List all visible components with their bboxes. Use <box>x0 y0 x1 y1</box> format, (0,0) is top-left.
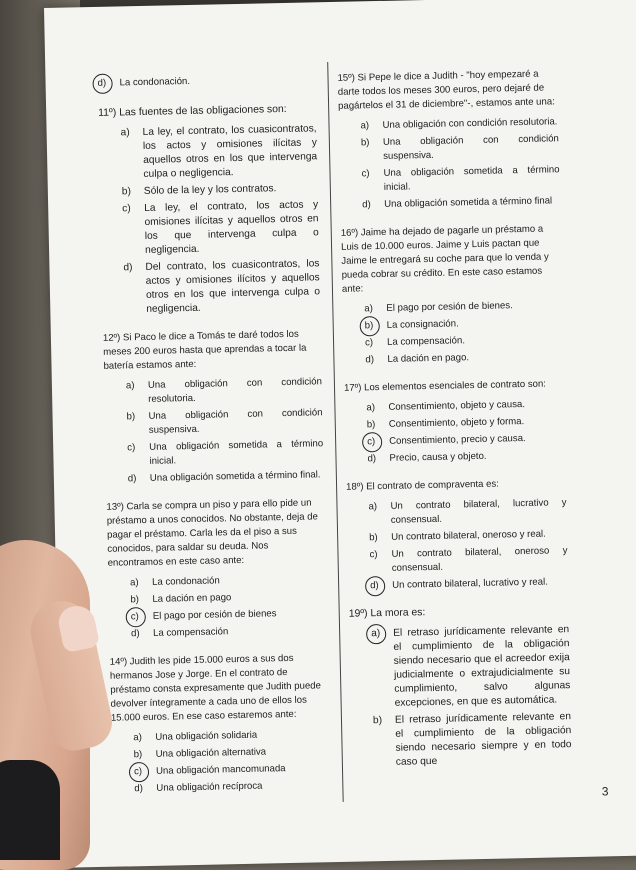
question <box>344 377 566 467</box>
exam-sheet <box>44 0 636 868</box>
page-number: 3 <box>601 784 609 799</box>
option-text: La compensación. <box>386 335 466 348</box>
option-letter: b) <box>366 419 376 431</box>
option-text: La compensación <box>153 626 229 639</box>
answer-option <box>346 496 567 529</box>
answer-option <box>100 198 319 259</box>
option-letter: d) <box>365 354 375 366</box>
answer-option <box>339 132 560 165</box>
answer-option <box>101 257 320 318</box>
question-body: El contrato de compraventa es: <box>366 478 500 493</box>
option-text: Una obligación sometida a término inicial. <box>149 438 324 467</box>
right-questions <box>337 67 572 770</box>
option-text: Del contrato, los cuasicontratos, los actos y omisiones ilícitos y aquellos otros en los que intervenga culpa o negligencia. <box>145 258 321 315</box>
answer-option <box>112 778 330 797</box>
option-text: Una obligación recíproca <box>156 780 263 794</box>
question <box>341 222 564 368</box>
answer-option <box>347 527 567 546</box>
option-text: Consentimiento, precio y causa. <box>389 433 526 447</box>
question-number: 13º) <box>106 501 124 513</box>
option-text: La dación en pago. <box>387 352 470 365</box>
question-text <box>346 476 566 495</box>
answer-option <box>348 575 568 594</box>
circled-option-letter: c) <box>134 765 156 779</box>
option-letter: d) <box>131 628 140 640</box>
option-letter: a) <box>368 501 378 513</box>
answer-option <box>349 623 571 712</box>
answer-option <box>347 544 568 577</box>
question-text <box>341 222 562 297</box>
question-number: 17º) <box>343 382 362 394</box>
left-questions <box>98 102 330 796</box>
option-letter: a) <box>364 303 374 315</box>
question-text <box>349 603 569 622</box>
option-text: El retraso jurídicamente relevante en el cumplimiento de la obligación siendo necesario que el acreedor exija judicialmente o extrajudicialmente su cumplimiento, salvo algunas excepciones, en que es automática. <box>393 624 571 709</box>
option-letter: b) <box>121 186 132 198</box>
option-letter: d) <box>97 76 119 90</box>
question-body: La mora es: <box>370 607 426 620</box>
option-letter: d) <box>127 473 137 485</box>
answer-option <box>340 194 560 213</box>
option-letter: a) <box>133 732 142 744</box>
answer-option <box>111 727 329 746</box>
question <box>110 651 331 797</box>
option-letter: b) <box>130 594 140 606</box>
option-text: Un contrato bilateral, lucrativo y consensual. <box>390 497 567 526</box>
circled-option-letter: a) <box>371 627 395 711</box>
answer-option <box>109 623 327 642</box>
question-number: 11º) <box>98 107 117 119</box>
option-text: Un contrato bilateral, lucrativo y real. <box>392 576 548 591</box>
question <box>106 496 327 642</box>
question-number: 12º) <box>102 332 121 344</box>
answer-option <box>108 572 326 591</box>
option-text: Una obligación sometida a término final. <box>149 469 321 484</box>
option-letter: a) <box>360 120 370 132</box>
question-text <box>98 102 316 121</box>
option-text: La ley, el contrato, los cuasicontratos, los actos y omisiones ilícitas y aquellos otros en los que intervenga culpa o negligencia. <box>142 123 318 180</box>
answer-option <box>105 437 324 470</box>
option-text: Una obligación sometida a término inicial. <box>383 164 560 193</box>
left-column <box>97 72 330 810</box>
option-letter: b) <box>360 137 370 149</box>
answer-option <box>112 744 330 763</box>
question-body: Jaime ha dejado de pagarle un préstamo a Luis de 10.000 euros. Jaime y Luis pactan que Jaime le entregará su coche para que lo venda y pueda cobrar su crédito. En este caso estamos ante: <box>340 223 549 295</box>
option-letter: c) <box>127 442 136 454</box>
question-number: 15º) <box>337 72 356 84</box>
answer-option <box>344 397 564 416</box>
option-letter: d) <box>367 453 377 465</box>
option-text: Consentimiento, objeto y causa. <box>388 399 526 413</box>
option-text: Una obligación mancomunada <box>155 763 286 777</box>
top-option <box>97 72 315 91</box>
option-text: Precio, causa y objeto. <box>389 450 487 464</box>
answer-option <box>342 298 562 317</box>
option-text: El pago por cesión de bienes. <box>386 300 513 314</box>
sleeve <box>0 760 60 860</box>
question-number: 19º) <box>348 608 368 620</box>
question-text <box>337 67 558 114</box>
option-letter: a) <box>129 577 139 589</box>
option-letter: c) <box>361 168 370 180</box>
option-letter: a) <box>120 127 130 139</box>
option-text: Una obligación con condición resolutoria. <box>147 376 323 405</box>
option-text: La consignación. <box>386 318 459 331</box>
answer-option <box>338 115 558 134</box>
option-text: La condonación <box>151 575 220 588</box>
option-letter: c) <box>369 549 378 561</box>
question <box>103 327 324 487</box>
option-text: Una obligación con condición suspensiva. <box>148 407 323 436</box>
option-text: Un contrato bilateral, oneroso y consensual. <box>391 545 568 574</box>
option-letter: c) <box>364 337 374 349</box>
answer-option <box>104 406 323 439</box>
circled-option-letter: b) <box>365 319 387 333</box>
option-letter: b) <box>126 411 136 423</box>
answer-option <box>339 163 560 196</box>
option-text: Una obligación con condición suspensiva. <box>382 133 559 162</box>
option-letter: b) <box>372 715 383 727</box>
answer-option <box>345 448 565 467</box>
option-text: El retraso jurídicamente relevante en el cumplimiento de la obligación siendo necesario siempre y en todo caso que <box>394 711 572 768</box>
question-text <box>110 651 329 726</box>
circled-option-letter: d) <box>370 579 392 593</box>
option-text: Una obligación alternativa <box>155 746 267 760</box>
option-text: La ley, el contrato, los actos y omisiones ilícitas y aquellos otros en los que intervenga culpa o negligencia. <box>144 199 319 256</box>
question-body: Los elementos esenciales de contrato son: <box>363 378 547 394</box>
question-text <box>344 377 564 396</box>
question <box>349 603 572 771</box>
question-text <box>106 496 325 571</box>
option-letter: a) <box>125 380 135 392</box>
question-text <box>103 327 322 374</box>
answer-option <box>345 414 565 433</box>
answer-option <box>100 181 318 200</box>
right-column <box>337 67 572 784</box>
answer-option <box>106 468 324 487</box>
answer-option <box>99 122 318 183</box>
answer-option <box>112 761 330 780</box>
answer-option <box>343 349 563 368</box>
question <box>346 476 568 594</box>
option-text: Una obligación sometida a término final <box>384 195 553 210</box>
question-body: Si Pepe le dice a Judith - "hoy empezaré a darte todos los meses 300 euros, pero dejaré de pagártelos el 31 de diciembre"-, estamos ante una: <box>337 68 555 112</box>
question <box>98 102 320 318</box>
option-letter: d) <box>123 262 133 274</box>
option-letter: d) <box>134 783 144 795</box>
answer-option <box>104 375 323 408</box>
option-text: Un contrato bilateral, oneroso y real. <box>391 528 546 543</box>
answer-option <box>343 315 563 334</box>
question-body: Las fuentes de las obligaciones son: <box>119 103 287 119</box>
answer-option <box>108 589 326 608</box>
option-text: Una obligación con condición resolutoria. <box>382 116 558 131</box>
question <box>337 67 560 213</box>
question-body: Carla se compra un piso y para ello pide un préstamo a unos conocidos. No obstante, deja de pagar el préstamo. Carla les da el piso a sus conocidos, para saldar su deuda. Nos encontramos en este caso ante: <box>106 497 319 569</box>
option-text: La dación en pago <box>152 592 232 605</box>
circled-option-letter: c) <box>367 435 389 449</box>
option-text: Sólo de la ley y los contratos. <box>143 183 277 197</box>
option-letter: d) <box>362 199 371 211</box>
circled-option-letter: c) <box>131 610 153 624</box>
answer-option <box>343 332 563 351</box>
option-letter: b) <box>133 749 143 761</box>
option-letter: c) <box>122 203 131 215</box>
option-letter: a) <box>366 402 376 414</box>
answer-option <box>109 606 327 625</box>
question-number: 18º) <box>345 481 364 493</box>
question-number: 16º) <box>340 227 359 239</box>
option-text: El pago por cesión de bienes <box>152 608 277 622</box>
option-letter: b) <box>369 532 378 544</box>
option-text: Una obligación solidaria <box>155 729 258 743</box>
option-text: La condonación. <box>119 75 191 89</box>
option-text: Consentimiento, objeto y forma. <box>388 416 525 430</box>
question-body: Si Paco le dice a Tomás te daré todos los meses 200 euros hasta que aprendas a tocar la batería estamos ante: <box>103 328 307 372</box>
question-body: Judith les pide 15.000 euros a sus dos hermanos Jose y Jorge. En el contrato de préstamo consta expresamente que Judith puede devolver íntegramente a cada uno de ellos los 15.000 euros. En ese caso estaremos ante: <box>109 652 322 724</box>
answer-option <box>351 710 572 771</box>
question-number: 14º) <box>109 656 128 668</box>
answer-option <box>345 431 565 450</box>
